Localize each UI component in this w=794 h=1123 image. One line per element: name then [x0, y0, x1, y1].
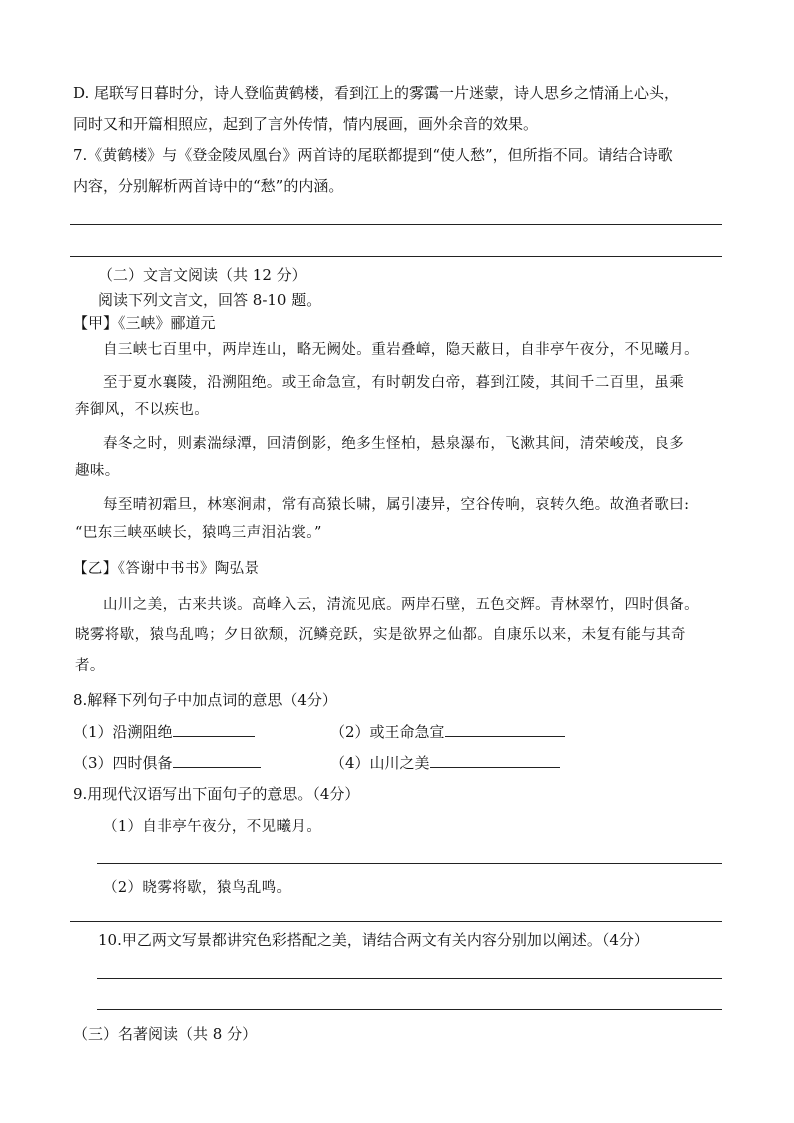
q8-item-1: [73, 721, 255, 743]
q10-answer-line-1[interactable]: [97, 978, 722, 979]
passage-b-heading: 【乙】《答谢中书书》陶弘景: [73, 561, 260, 577]
q8-item-4-blank[interactable]: [430, 752, 560, 768]
q7-stem-line1: 7.《黄鹤楼》与《登金陵凤凰台》两首诗的尾联都提到“使人愁”，但所指不同。请结合诗歌: [73, 146, 673, 164]
section2-title: （二）文言文阅读（共 12 分）: [98, 266, 307, 284]
passage-a-heading: 【甲】《三峡》郦道元: [73, 314, 216, 332]
section3-title: （三）名著阅读（共 8 分）: [73, 1025, 258, 1043]
q10-answer-line-2[interactable]: [97, 1009, 722, 1010]
section2-instruction: 阅读下列文言文，回答 8-10 题。: [98, 291, 322, 309]
q9-answer-line-1[interactable]: [97, 863, 722, 864]
q7-answer-line-2[interactable]: [70, 256, 722, 257]
q6-option-d-line1: D. 尾联写日暮时分，诗人登临黄鹤楼，看到江上的雾霭一片迷蒙，诗人思乡之情涌上心头，: [73, 84, 680, 102]
passage-a-p2-line1: 至于夏水襄陵，沿溯阻绝。或王命急宣，有时朝发白帝，暮到江陵，其间千二百里，虽乘: [103, 375, 685, 391]
passage-a-p4-line1: 每至晴初霜旦，林寒涧肃，常有高猿长啸，属引凄异，空谷传响，哀转久绝。故渔者歌曰:: [103, 497, 690, 513]
passage-b-line1: 山川之美，古来共谈。高峰入云，清流见底。两岸石壁，五色交辉。青林翠竹，四时俱备。: [103, 597, 699, 613]
q8-item-3-label: （3）四时俱备: [73, 754, 173, 772]
passage-a-p3-line1: 春冬之时，则素湍绿潭，回清倒影，绝多生怪柏，悬泉瀑布，飞漱其间，清荣峻茂，良多: [103, 436, 685, 452]
q9-sentence-1: （1）自非亭午夜分，不见曦月。: [103, 819, 322, 835]
q8-item-2-label: （2）或王命急宣: [330, 723, 445, 741]
passage-b-line3: 者。: [75, 658, 105, 674]
q8-item-3: [73, 752, 261, 774]
passage-a-p3-line2: 趣味。: [75, 463, 120, 479]
passage-b-line2: 晓雾将歇，猿鸟乱鸣；夕日欲颓，沉鳞竞跃，实是欲界之仙都。自康乐以来，未复有能与其奇: [75, 627, 686, 643]
q9-answer-line-2[interactable]: [70, 921, 722, 922]
q7-stem-line2: 内容，分别解析两首诗中的“愁”的内涵。: [73, 177, 344, 195]
passage-a-p1: 自三峡七百里中，两岸连山，略无阙处。重岩叠嶂，隐天蔽日，自非亭午夜分，不见曦月。: [103, 342, 699, 358]
q8-item-1-blank[interactable]: [173, 721, 255, 737]
passage-a-p2-line2: 奔御风，不以疾也。: [75, 402, 210, 418]
q8-item-1-label: （1）沿溯阻绝: [73, 723, 173, 741]
q8-item-2: [330, 721, 565, 743]
q7-answer-line-1[interactable]: [70, 224, 722, 225]
q8-item-3-blank[interactable]: [173, 752, 261, 768]
q8-item-4: [330, 752, 560, 774]
q8-stem: 8.解释下列句子中加点词的意思（4分）: [73, 691, 337, 709]
q10-stem: 10.甲乙两文写景都讲究色彩搭配之美，请结合两文有关内容分别加以阐述。（4分）: [98, 931, 649, 949]
q9-stem: 9.用现代汉语写出下面句子的意思。（4分）: [73, 785, 360, 803]
q9-sentence-2: （2）晓雾将歇，猿鸟乱鸣。: [103, 880, 292, 896]
q8-item-2-blank[interactable]: [445, 721, 565, 737]
q6-option-d-line2: 同时又和开篇相照应，起到了言外传情，情内展画，画外余音的效果。: [73, 115, 539, 133]
q8-item-4-label: （4）山川之美: [330, 754, 430, 772]
passage-a-p4-line2: “巴东三峡巫峡长，猿鸣三声泪沾裳。”: [75, 525, 322, 541]
